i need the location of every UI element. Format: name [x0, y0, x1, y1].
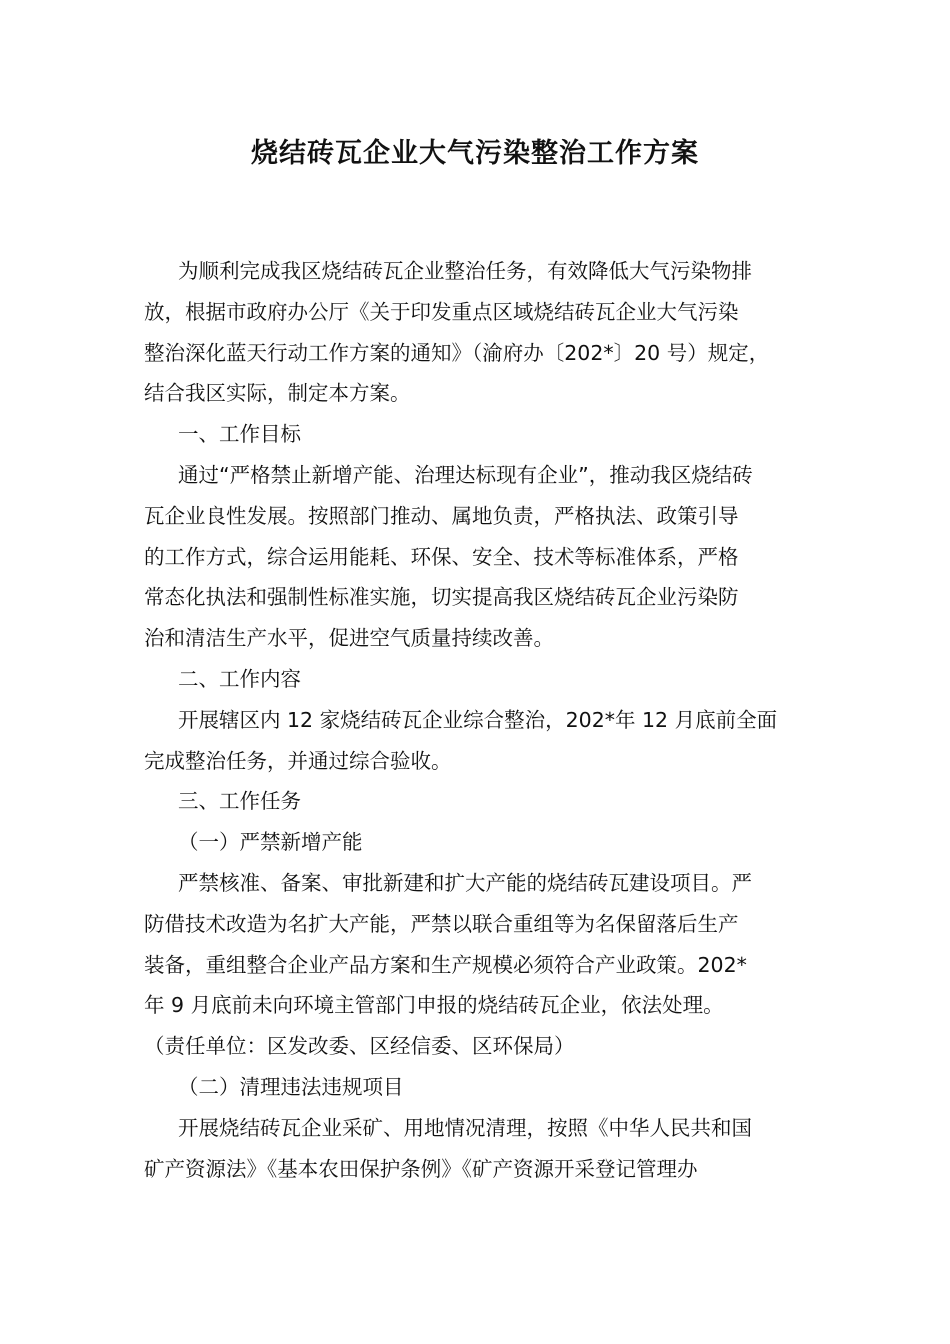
paragraph-intro-line-1: 为顺利完成我区烧结砖瓦企业整治任务，有效降低大气污染物排: [178, 259, 752, 283]
paragraph-goals-line-4: 常态化执法和强制性标准实施，切实提高我区烧结砖瓦企业污染防: [144, 585, 739, 610]
paragraph-task1-line-4: 年 9 月底前未向环境主管部门申报的烧结砖瓦企业，依法处理。: [144, 993, 724, 1018]
document-title: 烧结砖瓦企业大气污染整治工作方案: [251, 138, 699, 169]
paragraph-goals-line-1: 通过“严格禁止新增产能、治理达标现有企业”，推动我区烧结砖: [178, 462, 753, 487]
paragraph-content-line-2: 完成整治任务，并通过综合验收。: [144, 748, 452, 773]
paragraph-task2-line-1: 开展烧结砖瓦企业采矿、用地情况清理，按照《中华人民共和国: [178, 1115, 752, 1140]
paragraph-goals-line-3: 的工作方式，综合运用能耗、环保、安全、技术等标准体系，严格: [144, 544, 739, 569]
document-body: [144, 251, 824, 1189]
paragraph-intro-line-4: 结合我区实际，制定本方案。: [144, 381, 411, 406]
paragraph-task1-line-2: 防借技术改造为名扩大产能，严禁以联合重组等为名保留落后生产: [144, 911, 739, 936]
paragraph-task2-line-2: 矿产资源法》《基本农田保护条例》《矿产资源开采登记管理办: [144, 1156, 698, 1181]
section-heading-tasks: 三、工作任务: [178, 789, 301, 814]
paragraph-intro-line-2: 放，根据市政府办公厅《关于印发重点区域烧结砖瓦企业大气污染: [144, 299, 739, 324]
paragraph-goals-line-2: 瓦企业良性发展。按照部门推动、属地负责，严格执法、政策引导: [144, 503, 739, 528]
paragraph-intro-line-3: 整治深化蓝天行动工作方案的通知》（渝府办〔202*〕20 号）规定，: [144, 340, 770, 365]
subsection-heading-2: （二）清理违法违规项目: [178, 1074, 404, 1099]
subsection-heading-1: （一）严禁新增产能: [178, 830, 363, 855]
section-heading-content: 二、工作内容: [178, 666, 301, 691]
section-heading-goals: 一、工作目标: [178, 422, 301, 447]
paragraph-task1-line-3: 装备，重组整合企业产品方案和生产规模必须符合产业政策。202*: [144, 952, 747, 977]
paragraph-goals-line-5: 治和清洁生产水平，促进空气质量持续改善。: [144, 626, 554, 651]
paragraph-content-line-1: 开展辖区内 12 家烧结砖瓦企业综合整治，202*年 12 月底前全面: [178, 707, 778, 732]
paragraph-task1-responsible: （责任单位：区发改委、区经信委、区环保局）: [144, 1034, 575, 1059]
paragraph-task1-line-1: 严禁核准、备案、审批新建和扩大产能的烧结砖瓦建设项目。严: [178, 870, 752, 895]
